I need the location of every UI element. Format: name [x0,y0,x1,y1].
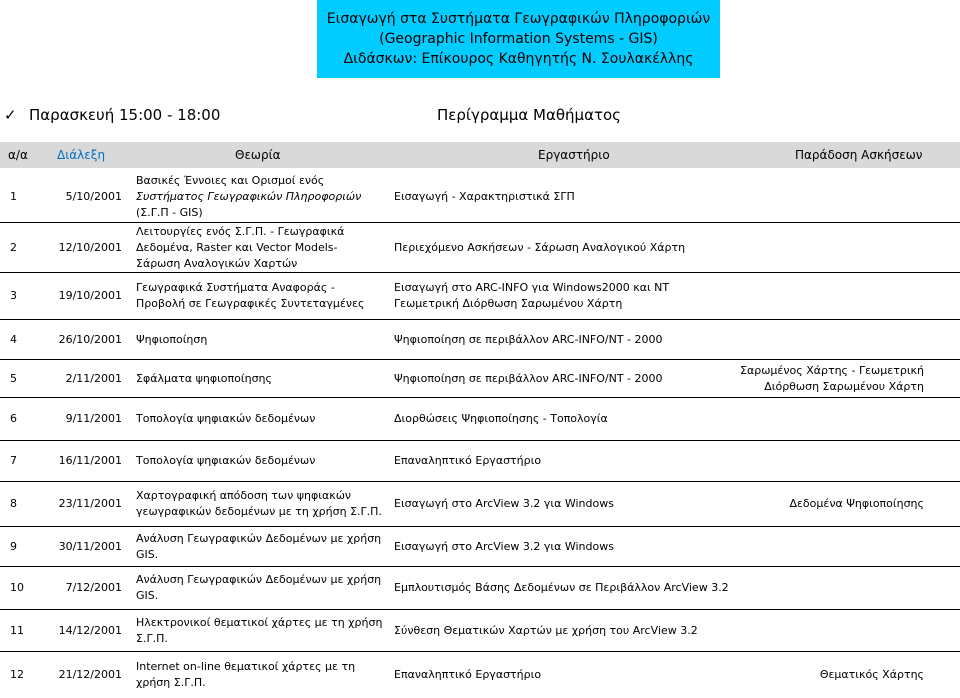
row-number [10,240,17,256]
lab-text [394,240,685,256]
row-divider [0,651,960,652]
theory-text [136,572,381,604]
row-number-line: 6 [10,412,17,425]
lecture-date-line: 12/10/2001 [58,240,122,254]
row-divider [0,440,960,441]
row-divider [0,222,960,223]
theory-text [136,615,382,647]
lecture-date-line: 14/12/2001 [58,623,122,637]
theory-text-line: Ψηφιοποίηση [136,332,208,346]
exercise-text-line: Θεματικός Χάρτης [819,667,924,681]
row-number [10,623,24,639]
lab-text-line: Γεωμετρική Διόρθωση Σαρωμένου Χάρτη [394,297,623,310]
lab-text [394,623,698,639]
row-number [10,288,17,304]
lab-text-line: Εμπλουτισμός Βάσης Δεδομένων σε Περιβάλλον ArcView 3.2 [394,581,729,594]
lab-text-line: Εισαγωγή - Χαρακτηριστικά ΣΓΠ [394,189,575,203]
lecture-date-line: 30/11/2001 [58,539,122,553]
theory-text-line: Σ.Γ.Π. [136,631,168,645]
lecture-date [30,453,122,469]
theory-text [136,280,364,312]
row-divider [0,272,960,273]
theory-text-line: γεωγραφικών δεδομένων με τη χρήση Σ.Γ.Π. [136,505,382,518]
lecture-date-line: 21/12/2001 [58,667,122,681]
row-number-line: 5 [10,371,17,385]
exercise-text [740,363,924,395]
row-number [10,332,17,348]
lecture-date [30,332,122,348]
theory-text-line: Τοπολογία ψηφιακών δεδομένων [136,454,316,467]
row-number [10,496,17,512]
lab-text-line: Εισαγωγή στο ARC-INFO για Windows2000 και NT [394,281,670,294]
lecture-date [30,496,122,512]
course-title-box [317,0,720,78]
lecture-date [30,411,122,427]
lecture-date-line: 19/10/2001 [58,289,122,302]
lecture-date-line: 9/11/2001 [65,412,122,425]
lab-text [394,280,669,312]
lecture-date-line: 5/10/2001 [65,189,122,203]
lab-text-line: Επαναληπτικό Εργαστήριο [394,667,542,681]
col-header-num: α/α [8,148,28,162]
col-header-lecture: Διάλεξη [57,148,106,162]
row-number-line: 4 [10,332,17,346]
theory-text-line: Δεδομένα, Raster και Vector Models- [136,240,338,254]
lecture-date-line: 2/11/2001 [65,371,122,385]
row-number [10,453,17,469]
lab-text-line: Εισαγωγή στο ArcView 3.2 για Windows [394,497,614,510]
theory-text-line: Internet on-line θεματικοί χάρτες με τη [136,659,356,673]
col-header-lab: Εργαστήριο [538,148,610,162]
row-number-line: 10 [10,581,24,594]
exercise-text [820,667,924,683]
lecture-date-line: 16/11/2001 [58,454,122,467]
theory-text-line: Γεωγραφικά Συστήματα Αναφοράς - [136,281,335,294]
exercise-text-line: Σαρωμένος Χάρτης - Γεωμετρική [740,363,924,377]
check-icon: ✓ [4,106,17,124]
theory-text [136,453,315,469]
row-number-line: 3 [10,289,17,302]
lecture-date [30,623,122,639]
exercise-text [789,496,924,512]
theory-text [136,488,382,520]
lecture-date [30,240,122,256]
row-number [10,539,17,555]
lab-text-line: Περιεχόμενο Ασκήσεων - Σάρωση Αναλογικού Χάρτη [394,240,686,254]
lab-text [394,189,575,205]
row-number-line: 2 [10,240,17,254]
row-number-line: 12 [10,667,24,681]
instructor: Διδάσκων: Επίκουρος Καθηγητής Ν. Σουλακέλλης [343,51,694,67]
lab-text-line: Ψηφιοποίηση σε περιβάλλον ARC-INFO/NT - 2000 [394,332,663,346]
theory-text-line: (Σ.Γ.Π - GIS) [136,205,203,219]
row-divider [0,566,960,567]
lecture-date [30,288,122,304]
exercise-text-line: Διόρθωση Σαρωμένου Χάρτη [764,379,924,393]
theory-text-line: Ανάλυση Γεωγραφικών Δεδομένων με χρήση [136,531,382,545]
row-divider [0,609,960,610]
col-header-theory: Θεωρία [235,148,281,162]
row-number-line: 7 [10,454,17,467]
col-header-exercise: Παράδοση Ασκήσεων [795,148,923,162]
row-number-line: 11 [10,623,24,637]
row-number-line: 1 [10,189,17,203]
theory-text [136,531,381,563]
row-number [10,580,24,596]
lecture-date [30,189,122,205]
lab-text [394,580,729,596]
theory-text-line: Χαρτογραφική απόδοση των ψηφιακών [136,489,352,502]
theory-text-line: Τοπολογία ψηφιακών δεδομένων [136,412,316,425]
theory-text-line: Βασικές Έννοιες και Ορισμοί ενός [136,173,325,187]
lab-text-line: Σύνθεση Θεματικών Χαρτών με χρήση του ArcView 3.2 [394,623,698,637]
lab-text [394,453,541,469]
theory-text [136,659,355,691]
row-number-line: 9 [10,539,17,553]
session-time: Παρασκευή 15:00 - 18:00 [29,106,221,124]
theory-text-line: Ανάλυση Γεωγραφικών Δεδομένων με χρήση [136,573,382,586]
theory-text [136,332,207,348]
row-divider [0,526,960,527]
lecture-date [30,371,122,387]
theory-text [136,411,315,427]
row-divider [0,359,960,360]
theory-text-line: Συστήματος Γεωγραφικών Πληροφοριών [136,189,362,203]
lab-text [394,667,541,683]
lecture-date [30,539,122,555]
theory-text [136,173,361,221]
theory-text-line: GIS. [136,547,159,561]
course-outline-heading: Περίγραμμα Μαθήματος [437,106,621,124]
theory-text [136,224,344,272]
lecture-date-line: 23/11/2001 [58,497,122,510]
lecture-date [30,667,122,683]
theory-text-line: Ηλεκτρονικοί θεματικοί χάρτες με τη χρήση [136,615,383,629]
lab-text [394,539,614,555]
table-header [0,142,960,168]
lab-text-line: Ψηφιοποίηση σε περιβάλλον ARC-INFO/NT - 2000 [394,371,663,385]
row-number [10,667,24,683]
course-title: Εισαγωγή στα Συστήματα Γεωγραφικών Πληροφοριών [326,11,711,27]
lecture-date-line: 7/12/2001 [65,581,122,594]
lecture-date-line: 26/10/2001 [58,332,122,346]
lab-text-line: Εισαγωγή στο ArcView 3.2 για Windows [394,539,614,553]
row-number [10,371,17,387]
lab-text-line: Επαναληπτικό Εργαστήριο [394,454,542,467]
row-number [10,189,17,205]
theory-text-line: Λειτουργίες ενός Σ.Γ.Π. - Γεωγραφικά [136,224,345,238]
row-divider [0,397,960,398]
row-divider [0,481,960,482]
lab-text [394,371,663,387]
lab-text [394,411,608,427]
row-divider [0,319,960,320]
theory-text [136,371,272,387]
exercise-text-line: Δεδομένα Ψηφιοποίησης [789,497,924,510]
theory-text-line: Σάρωση Αναλογικών Χαρτών [136,256,298,270]
theory-text-line: GIS. [136,589,159,602]
lab-text [394,332,663,348]
lecture-date [30,580,122,596]
row-number-line: 8 [10,497,17,510]
row-number [10,411,17,427]
theory-text-line: χρήση Σ.Γ.Π. [136,675,206,689]
lab-text [394,496,614,512]
session-line [4,106,954,128]
theory-text-line: Προβολή σε Γεωγραφικές Συντεταγμένες [136,297,365,310]
lab-text-line: Διορθώσεις Ψηφιοποίησης - Τοπολογία [394,412,608,425]
theory-text-line: Σφάλματα ψηφιοποίησης [136,371,272,385]
course-title-english: (Geographic Information Systems - GIS) [379,31,658,47]
